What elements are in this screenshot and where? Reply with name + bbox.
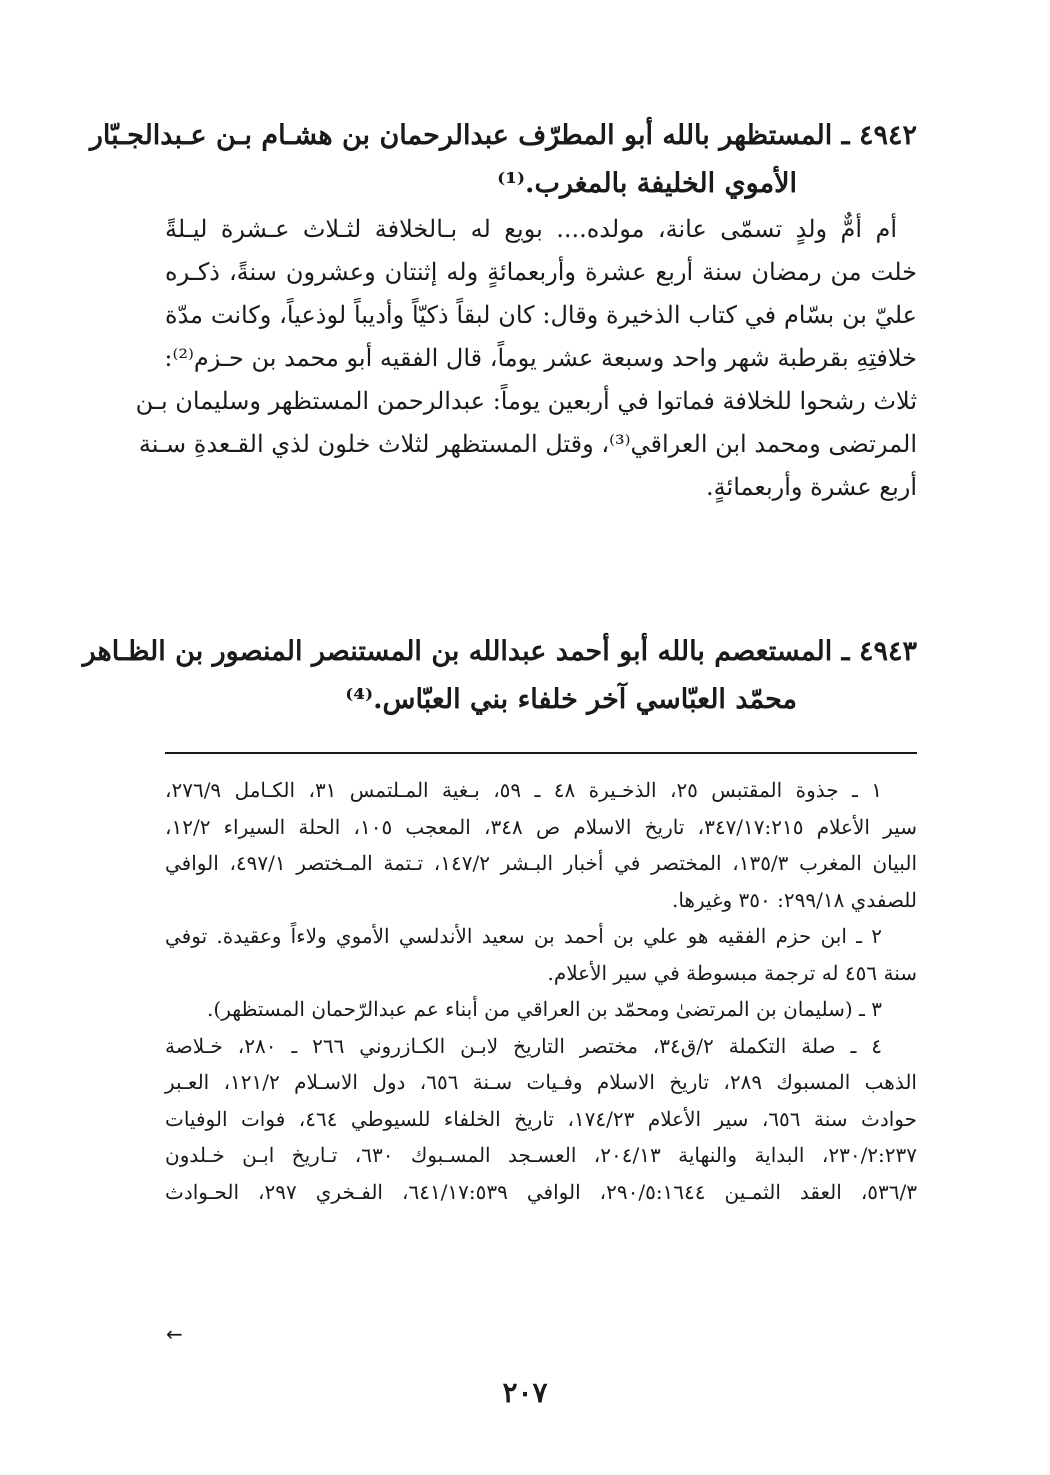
- footnote-line: حوادث سنة ٦٥٦، سير الأعلام ١٧٤/٢٣، تاريخ الخلفاء للسيوطي ٤٦٤، فوات الوفيات: [165, 1106, 918, 1131]
- footnote-line: ٥٣٦/٣، العقد الثمـين ٢٩٠/٥:١٦٤٤، الوافي ٦٤١/١٧:٥٣٩، الفـخري ٢٩٧، الحـوادث: [165, 1179, 917, 1204]
- footnote-divider: [165, 752, 917, 754]
- body-line: خلت من رمضان سنة أربع عشرة وأربعمائةٍ وله إثنتان وعشرون سنةً، ذكـره: [165, 258, 917, 286]
- entry-heading: [89, 112, 917, 208]
- body-line: أربع عشرة وأربعمائةٍ.: [706, 473, 917, 501]
- footnote-line: ١ ـ جذوة المقتبس ٢٥، الذخـيرة ٤٨ ـ ٥٩، بـغية المـلتمس ٣١، الكـامل ٢٧٦/٩،: [165, 778, 882, 802]
- entry-heading: [82, 628, 917, 724]
- page-number: ٢٠٧: [502, 1376, 548, 1409]
- footnote-1: [165, 772, 917, 918]
- body-line: عليّ بن بسّام في كتاب الذخيرة وقال: كان لبقاً ذكيّاً وأديباً لوذعياً، وكانت مدّة: [165, 301, 917, 329]
- footnote-line: سنة ٤٥٦ له ترجمة مبسوطة في سير الأعلام.: [547, 960, 917, 985]
- footnote-line: ٤ ـ صلة التكملة ٢/ق٣٤، مختصر التاريخ لابـن الكـازروني ٢٦٦ ـ ٢٨٠، خـلاصة: [165, 1033, 882, 1058]
- body-line: ثلاث رشحوا للخلافة فماتوا في أربعين يوماً: عبدالرحمن المستظهر وسليمان بـن: [135, 387, 917, 415]
- footnotes: [165, 772, 917, 1210]
- footnote-line: البيان المغرب ١٣٥/٣، المختصر في أخبار البـشر ١٤٧/٢، تـتمة المـختصر ٤٩٧/١، الوافي: [165, 851, 917, 875]
- body-line: خلافتِهِ بقرطبة شهر واحد وسبعة عشر يوماً، قال الفقيه أبو محمد بن حـزم⁽²⁾:: [164, 344, 917, 372]
- heading-line: ٤٩٤٢ ـ المستظهر بالله أبو المطرّف عبدالرحمان بن هشـام بـن عـبدالجـبّار: [89, 120, 917, 151]
- footnote-line: الذهب المسبوك ٢٨٩، تاريخ الاسلام وفـيات سـنة ٦٥٦، دول الاسـلام ١٢١/٢، العـبر: [165, 1070, 917, 1094]
- footnote-line: للصفدي ٢٩٩/١٨: ٣٥٠ وغيرها.: [671, 887, 917, 912]
- entry-4942: [89, 112, 917, 509]
- footnote-line: سير الأعلام ٣٤٧/١٧:٢١٥، تاريخ الاسلام ص ٣٤٨، المعجب ١٠٥، الحلة السيراء ١٢/٢،: [165, 814, 917, 839]
- footnote-line: ٢ ـ ابن حزم الفقيه هو علي بن أحمد بن سعيد الأندلسي الأموي ولاءاً وعقيدة. توفي: [165, 924, 882, 948]
- heading-line: ٤٩٤٣ ـ المستعصم بالله أبو أحمد عبدالله بن المستنصر المنصور بن الظـاهر: [82, 636, 917, 667]
- footnote-3: [165, 991, 917, 1028]
- body-line: أم أمٌّ ولدٍ تسمّى عانة، مولده.... بويع له بـالخلافة لثـلاث عـشرة ليـلةً: [165, 215, 898, 243]
- footnote-4: [165, 1028, 917, 1211]
- heading-line: محمّد العبّاسي آخر خلفاء بني العبّاس.⁽⁴⁾: [345, 684, 797, 715]
- heading-line: الأموي الخليفة بالمغرب.⁽¹⁾: [497, 168, 797, 199]
- footnote-line: ٣ ـ (سليمان بن المرتضىٰ ومحمّد بن العراقي من أبناء عم عبدالرّحمان المستظهر).: [207, 997, 882, 1021]
- footnote-2: [165, 918, 917, 991]
- entry-4943: [82, 628, 917, 724]
- continuation-arrow-icon: ←: [166, 1322, 183, 1346]
- body-line: المرتضى ومحمد ابن العراقي⁽³⁾، وقتل المستظهر لثلاث خلون لذي القـعدةِ سـنة: [138, 430, 917, 458]
- footnote-line: ٢٣٠/٢:٢٣٧، البداية والنهاية ٢٠٤/١٣، العسـجد المسـبوك ٦٣٠، تـاريخ ابـن خـلدون: [165, 1143, 918, 1167]
- entry-body: [135, 208, 917, 509]
